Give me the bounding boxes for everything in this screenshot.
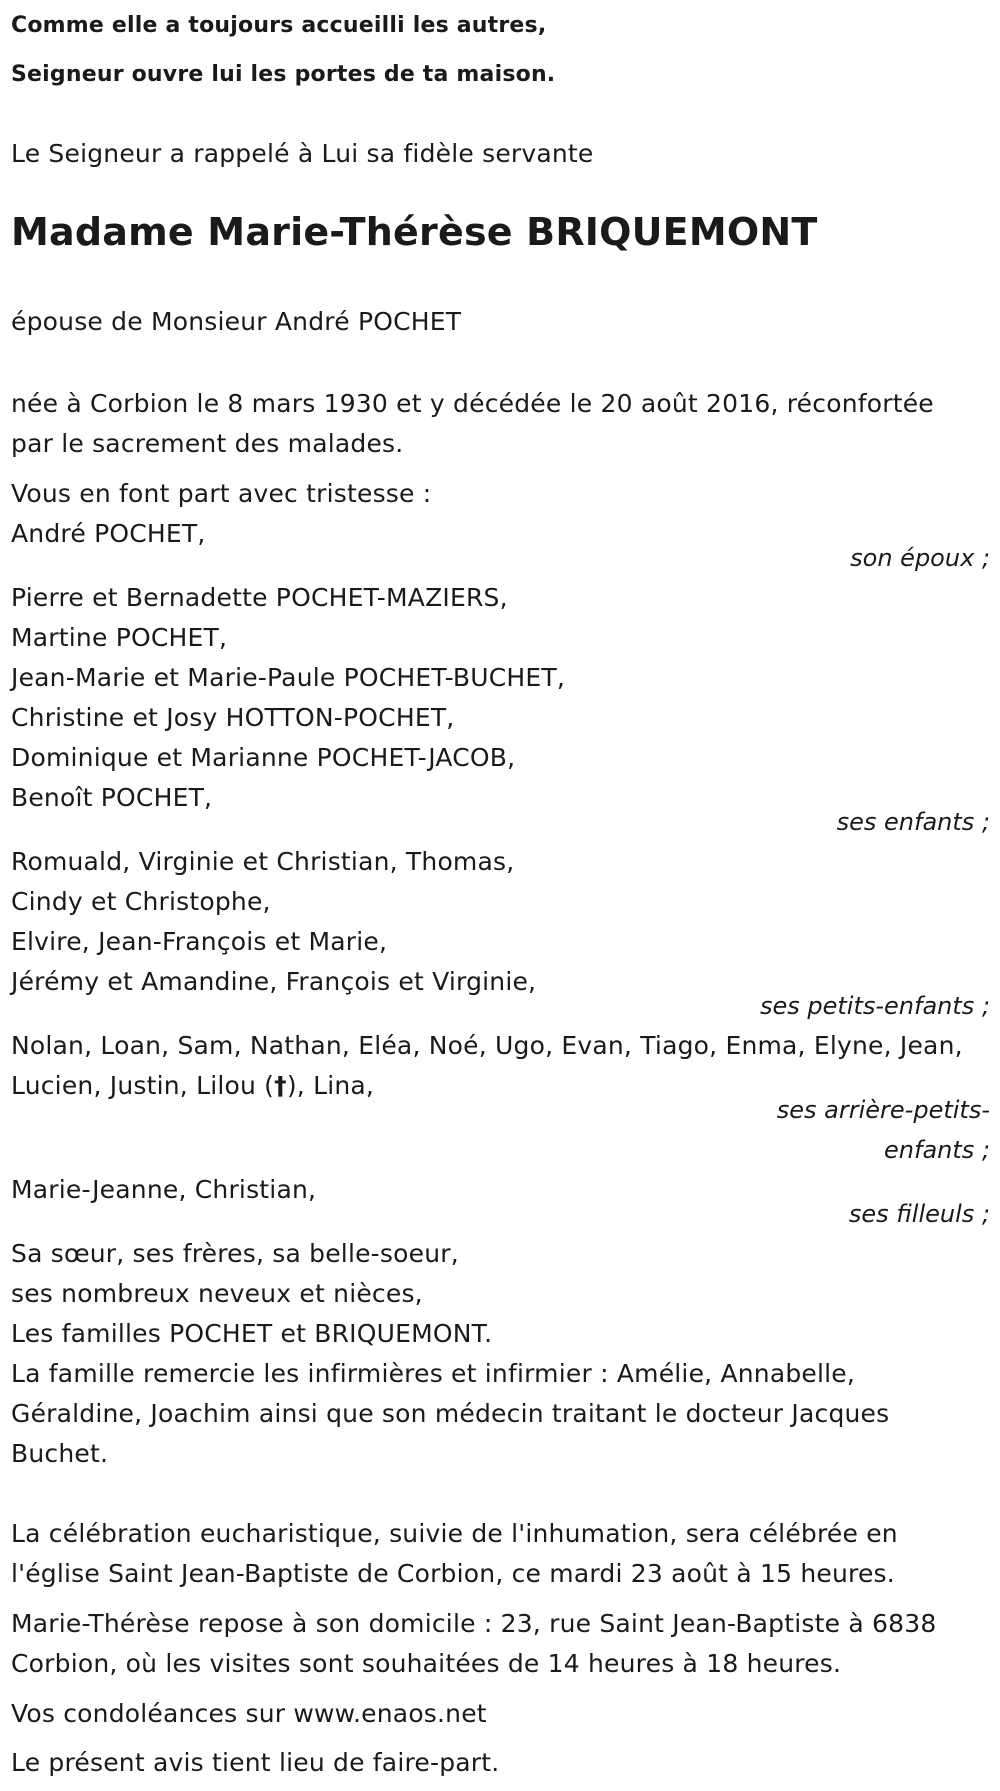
- child-name: Dominique et Marianne POCHET-JACOB,: [11, 743, 516, 772]
- relation-spouse: son époux ;: [850, 544, 990, 572]
- relation-godchildren: ses filleuls ;: [848, 1200, 990, 1228]
- closing-text: Le présent avis tient lieu de faire-part.: [11, 1748, 500, 1777]
- great-grandchildren-line-1: Nolan, Loan, Sam, Nathan, Eléa, Noé, Ugo, Evan, Tiago, Enma, Elyne, Jean,: [11, 1031, 963, 1060]
- spouse-name: André POCHET,: [11, 519, 206, 548]
- family-line: Sa sœur, ses frères, sa belle-soeur,: [11, 1239, 459, 1268]
- opening-verse-line-1: Comme elle a toujours accueilli les autres,: [11, 13, 547, 38]
- child-name: Pierre et Bernadette POCHET-MAZIERS,: [11, 583, 508, 612]
- relation-children: ses enfants ;: [836, 808, 990, 836]
- family-line: ses nombreux neveux et nièces,: [11, 1279, 423, 1308]
- relation-great-grandchildren-line-2: enfants ;: [884, 1136, 990, 1164]
- family-line: Les familles POCHET et BRIQUEMONT.: [11, 1319, 493, 1348]
- great-grandchildren-line-2: [11, 1066, 374, 1106]
- grandchild-name: Elvire, Jean-François et Marie,: [11, 927, 388, 956]
- deceased-name: Madame Marie-Thérèse BRIQUEMONT: [11, 210, 818, 254]
- thanks-line: Géraldine, Joachim ainsi que son médecin traitant le docteur Jacques: [11, 1399, 890, 1428]
- child-name: Christine et Josy HOTTON-POCHET,: [11, 703, 455, 732]
- rest-line: Marie-Thérèse repose à son domicile : 23, rue Saint Jean-Baptiste à 6838: [11, 1609, 937, 1638]
- intro-text: Le Seigneur a rappelé à Lui sa fidèle servante: [11, 139, 594, 168]
- spouse-line: épouse de Monsieur André POCHET: [11, 307, 462, 336]
- birth-death-line-1: née à Corbion le 8 mars 1930 et y décédée le 20 août 2016, réconfortée: [11, 389, 934, 418]
- great-grandchildren-names-a: Lucien, Justin, Lilou (: [11, 1071, 275, 1100]
- condolences-line: [11, 1694, 487, 1734]
- grandchild-name: Jérémy et Amandine, François et Virginie,: [11, 967, 537, 996]
- cross-icon: †: [274, 1071, 287, 1100]
- announce-text: Vous en font part avec tristesse :: [11, 479, 432, 508]
- child-name: Martine POCHET,: [11, 623, 228, 652]
- rest-line: Corbion, où les visites sont souhaitées de 14 heures à 18 heures.: [11, 1649, 842, 1678]
- birth-death-line-2: par le sacrement des malades.: [11, 429, 404, 458]
- condolences-prefix: Vos condoléances sur: [11, 1699, 294, 1728]
- ceremony-line: l'église Saint Jean-Baptiste de Corbion, ce mardi 23 août à 15 heures.: [11, 1559, 895, 1588]
- great-grandchildren-names-b: ), Lina,: [286, 1071, 375, 1100]
- godchildren-names: Marie-Jeanne, Christian,: [11, 1175, 317, 1204]
- child-name: Jean-Marie et Marie-Paule POCHET-BUCHET,: [11, 663, 566, 692]
- condolences-site-link[interactable]: www.enaos.net: [293, 1699, 487, 1728]
- child-name: Benoît POCHET,: [11, 783, 213, 812]
- grandchild-name: Cindy et Christophe,: [11, 887, 271, 916]
- thanks-line: La famille remercie les infirmières et infirmier : Amélie, Annabelle,: [11, 1359, 856, 1388]
- ceremony-line: La célébration eucharistique, suivie de l'inhumation, sera célébrée en: [11, 1519, 898, 1548]
- grandchild-name: Romuald, Virginie et Christian, Thomas,: [11, 847, 515, 876]
- thanks-line: Buchet.: [11, 1439, 109, 1468]
- relation-grandchildren: ses petits-enfants ;: [759, 992, 990, 1020]
- relation-great-grandchildren-line-1: ses arrière-petits-: [776, 1096, 990, 1124]
- opening-verse-line-2: Seigneur ouvre lui les portes de ta maison.: [11, 62, 556, 87]
